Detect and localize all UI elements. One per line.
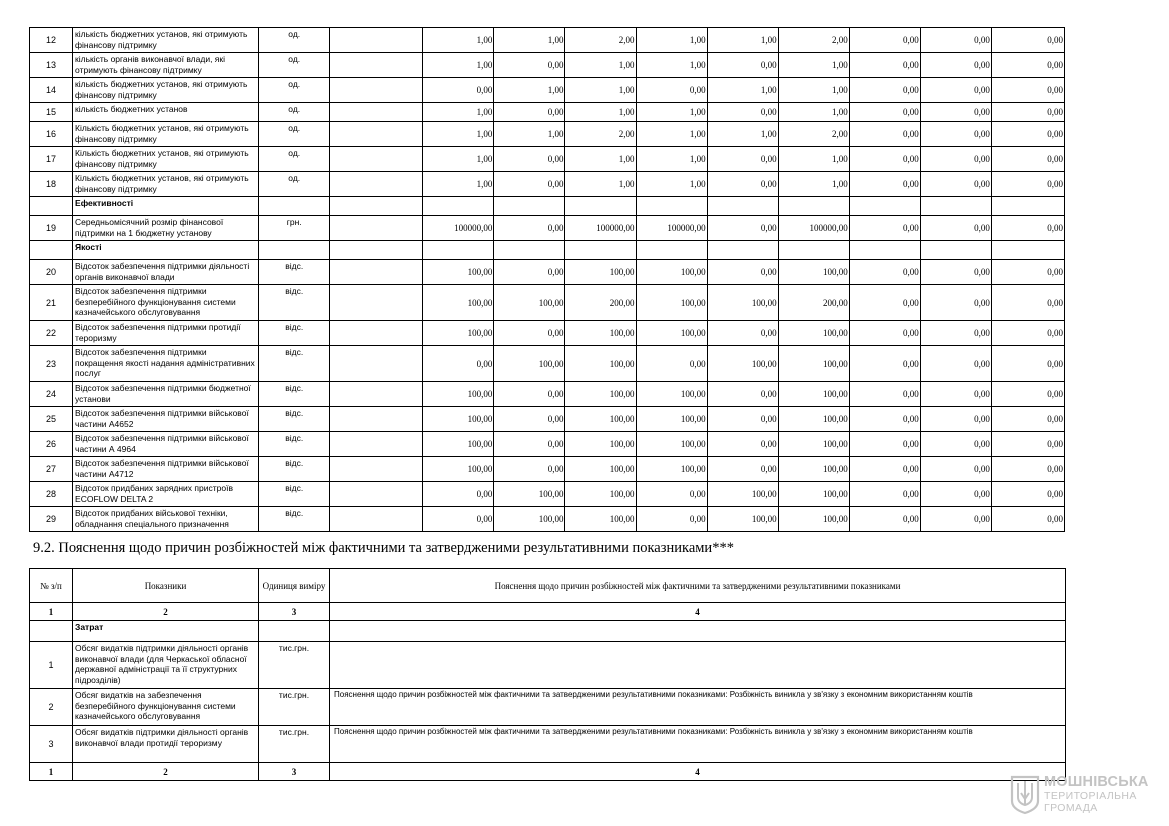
table-row: [30, 482, 1065, 507]
indicator-value: 1,00: [778, 147, 849, 172]
indicator-value: 0,00: [707, 382, 778, 407]
empty-cell: [330, 28, 423, 53]
indicator-value: 100000,00: [565, 216, 636, 241]
indicator-value: 100,00: [707, 285, 778, 321]
indicator-value: 100,00: [636, 260, 707, 285]
indicator-unit: відс.: [259, 432, 330, 457]
indicator-value: 0,00: [991, 172, 1064, 197]
indicator-unit: тис.грн.: [259, 726, 330, 763]
indicator-value: 100,00: [423, 285, 494, 321]
table-row: [30, 260, 1065, 285]
indicator-value: 0,00: [849, 507, 920, 532]
indicator-value: 100,00: [778, 432, 849, 457]
column-index: 1: [30, 603, 73, 621]
indicator-value: 100,00: [565, 457, 636, 482]
empty-cell: [330, 432, 423, 457]
indicator-value: 100,00: [636, 432, 707, 457]
indicator-name: Кількість бюджетних установ, які отримують фінансову підтримку: [73, 147, 259, 172]
indicator-value: 100,00: [778, 321, 849, 346]
row-number: 28: [30, 482, 73, 507]
indicator-name: Кількість бюджетних установ, які отримують фінансову підтримку: [73, 122, 259, 147]
indicator-value: 1,00: [565, 147, 636, 172]
indicator-value: 0,00: [849, 432, 920, 457]
indicator-name: кількість бюджетних установ, які отримують фінансову підтримку: [73, 28, 259, 53]
trident-emblem-icon: [1010, 775, 1040, 815]
indicator-value: 0,00: [920, 285, 991, 321]
indicator-value: 0,00: [991, 28, 1064, 53]
indicator-name: Відсоток забезпечення підтримки військової частини А4652: [73, 407, 259, 432]
indicator-value: 200,00: [778, 285, 849, 321]
indicator-value: 100,00: [778, 346, 849, 382]
indicator-value: 100,00: [565, 432, 636, 457]
indicator-value: 100,00: [494, 285, 565, 321]
header-explanation: Пояснення щодо причин розбіжностей між фактичними та затвердженими результативними показниками: [330, 569, 1066, 603]
indicator-unit: відс.: [259, 507, 330, 532]
indicator-value: 0,00: [423, 482, 494, 507]
indicator-value: 0,00: [494, 457, 565, 482]
indicator-name: Відсоток забезпечення підтримки безперебійного функціонування системи казначейського обслуговування: [73, 285, 259, 321]
indicator-value: 0,00: [991, 285, 1064, 321]
table-row: [30, 382, 1065, 407]
explanations-table: [29, 568, 1066, 781]
indicator-value: 1,00: [707, 28, 778, 53]
row-number: 13: [30, 53, 73, 78]
indicator-name: Обсяг видатків на забезпечення безперебійного функціонування системи казначейського обслуговування: [73, 689, 259, 726]
table-row: [30, 507, 1065, 532]
section-costs-label: Затрат: [73, 621, 259, 642]
indicator-name: Відсоток забезпечення підтримки протидії тероризму: [73, 321, 259, 346]
indicator-value: 100,00: [423, 321, 494, 346]
row-number: 29: [30, 507, 73, 532]
indicator-value: 0,00: [991, 407, 1064, 432]
table-row: [30, 78, 1065, 103]
table-row: [30, 726, 1066, 763]
indicator-value: 1,00: [494, 78, 565, 103]
indicator-unit: од.: [259, 172, 330, 197]
row-number: 24: [30, 382, 73, 407]
indicator-value: 100,00: [707, 482, 778, 507]
indicator-value: 1,00: [707, 122, 778, 147]
indicator-value: 100,00: [636, 382, 707, 407]
indicator-value: 0,00: [920, 78, 991, 103]
empty-cell: [330, 147, 423, 172]
indicator-unit: відс.: [259, 457, 330, 482]
indicator-unit: відс.: [259, 321, 330, 346]
indicator-value: 0,00: [494, 432, 565, 457]
row-number: 21: [30, 285, 73, 321]
indicator-value: 1,00: [707, 78, 778, 103]
indicator-value: 0,00: [423, 78, 494, 103]
indicator-unit: од.: [259, 122, 330, 147]
indicator-value: 0,00: [494, 407, 565, 432]
empty-cell: [330, 407, 423, 432]
indicator-value: 1,00: [636, 28, 707, 53]
indicator-value: 1,00: [423, 147, 494, 172]
indicator-value: 1,00: [778, 103, 849, 122]
indicator-value: 0,00: [494, 147, 565, 172]
table-row: [30, 285, 1065, 321]
empty-cell: [330, 122, 423, 147]
indicator-value: 0,00: [423, 346, 494, 382]
indicator-unit: од.: [259, 103, 330, 122]
explanation-text: [330, 642, 1066, 689]
indicator-value: 0,00: [849, 321, 920, 346]
row-number: 27: [30, 457, 73, 482]
performance-indicators-table: [29, 27, 1065, 532]
column-index-row: [30, 603, 1066, 621]
table-row: [30, 103, 1065, 122]
row-number: 25: [30, 407, 73, 432]
indicator-value: 0,00: [707, 216, 778, 241]
indicator-value: 1,00: [636, 172, 707, 197]
indicator-value: 1,00: [778, 53, 849, 78]
indicator-value: 100,00: [636, 321, 707, 346]
indicator-value: 1,00: [636, 53, 707, 78]
indicator-name: Відсоток забезпечення підтримки військової частини А4712: [73, 457, 259, 482]
indicator-value: 0,00: [636, 346, 707, 382]
indicator-value: 0,00: [991, 122, 1064, 147]
indicator-value: 0,00: [920, 507, 991, 532]
section-row: [30, 197, 1065, 216]
row-number: 14: [30, 78, 73, 103]
header-row: [30, 569, 1066, 603]
section-quality-label: Якості: [73, 241, 259, 260]
indicator-unit: відс.: [259, 482, 330, 507]
indicator-value: 100,00: [778, 382, 849, 407]
indicator-value: 2,00: [778, 28, 849, 53]
indicator-name: кількість бюджетних установ, які отримують фінансову підтримку: [73, 78, 259, 103]
indicator-value: 0,00: [991, 457, 1064, 482]
indicator-value: 100,00: [778, 260, 849, 285]
indicator-value: 1,00: [565, 172, 636, 197]
indicator-value: 1,00: [494, 28, 565, 53]
indicator-value: 0,00: [849, 147, 920, 172]
indicator-value: 0,00: [991, 382, 1064, 407]
indicator-value: 0,00: [920, 432, 991, 457]
column-index: 4: [330, 763, 1066, 781]
indicator-value: 1,00: [423, 122, 494, 147]
indicator-value: 0,00: [494, 260, 565, 285]
row-number: 2: [30, 689, 73, 726]
indicator-value: 0,00: [920, 122, 991, 147]
indicator-unit: тис.грн.: [259, 689, 330, 726]
indicator-value: 1,00: [636, 103, 707, 122]
indicator-value: 0,00: [920, 482, 991, 507]
row-number: 26: [30, 432, 73, 457]
section-row: [30, 621, 1066, 642]
row-number: 16: [30, 122, 73, 147]
column-index: 1: [30, 763, 73, 781]
logo-line-1: МОШНІВСЬКА: [1044, 774, 1149, 790]
logo-line-2: ТЕРИТОРІАЛЬНА: [1044, 790, 1137, 802]
indicators-table-body: [30, 28, 1065, 532]
indicator-value: 0,00: [849, 407, 920, 432]
header-indicators: Показники: [73, 569, 259, 603]
indicator-value: 100,00: [565, 507, 636, 532]
indicator-value: 2,00: [778, 122, 849, 147]
indicator-value: 0,00: [849, 482, 920, 507]
column-index: 4: [330, 603, 1066, 621]
indicator-name: Відсоток придбаних зарядних пристроїв ECOFLOW DELTA 2: [73, 482, 259, 507]
indicator-value: 0,00: [991, 78, 1064, 103]
empty-cell: [330, 482, 423, 507]
indicator-value: 100,00: [565, 382, 636, 407]
explanation-text: Пояснення щодо причин розбіжностей між фактичними та затвердженими результативними показниками: Розбіжність виникла у зв'язку з економним використанням коштів: [330, 689, 1066, 726]
indicator-value: 100,00: [494, 346, 565, 382]
indicator-value: 0,00: [707, 103, 778, 122]
indicator-unit: од.: [259, 53, 330, 78]
indicator-value: 100000,00: [636, 216, 707, 241]
section-row: [30, 241, 1065, 260]
indicator-value: 0,00: [991, 507, 1064, 532]
indicator-value: 100,00: [778, 457, 849, 482]
indicator-value: 1,00: [565, 103, 636, 122]
indicator-value: 1,00: [565, 53, 636, 78]
table-row: [30, 147, 1065, 172]
indicator-name: Відсоток придбаних військової техніки, обладнання спеціального призначення: [73, 507, 259, 532]
indicator-value: 100,00: [423, 260, 494, 285]
indicator-value: 0,00: [920, 53, 991, 78]
indicator-value: 0,00: [849, 260, 920, 285]
indicator-value: 100,00: [494, 507, 565, 532]
indicator-value: 0,00: [991, 147, 1064, 172]
community-logo: [1010, 772, 1160, 818]
empty-cell: [330, 216, 423, 241]
indicator-value: 0,00: [991, 103, 1064, 122]
table-row: [30, 457, 1065, 482]
indicator-value: 1,00: [423, 172, 494, 197]
indicator-value: 100,00: [778, 407, 849, 432]
indicator-value: 0,00: [494, 321, 565, 346]
row-number: 15: [30, 103, 73, 122]
indicator-value: 100000,00: [423, 216, 494, 241]
indicator-unit: грн.: [259, 216, 330, 241]
empty-cell: [330, 103, 423, 122]
indicator-unit: відс.: [259, 382, 330, 407]
indicator-value: 0,00: [920, 321, 991, 346]
indicator-value: 1,00: [565, 78, 636, 103]
indicator-value: 0,00: [707, 260, 778, 285]
indicator-value: 0,00: [707, 432, 778, 457]
column-index: 2: [73, 603, 259, 621]
indicator-unit: од.: [259, 147, 330, 172]
indicator-value: 0,00: [920, 103, 991, 122]
indicator-value: 0,00: [920, 382, 991, 407]
row-number: 18: [30, 172, 73, 197]
indicator-value: 0,00: [494, 216, 565, 241]
table-row: [30, 122, 1065, 147]
indicator-unit: од.: [259, 28, 330, 53]
indicator-value: 0,00: [707, 53, 778, 78]
indicator-name: Обсяг видатків підтримки діяльності органів виконавчої влади протидії тероризму: [73, 726, 259, 763]
indicator-value: 0,00: [707, 147, 778, 172]
indicator-value: 0,00: [494, 53, 565, 78]
indicator-value: 100,00: [565, 407, 636, 432]
empty-cell: [330, 346, 423, 382]
indicator-value: 200,00: [565, 285, 636, 321]
indicator-name: Обсяг видатків підтримки діяльності органів виконавчої влади (для Черкаської обласної державної адміністрації та її структурних підрозділів): [73, 642, 259, 689]
empty-cell: [330, 78, 423, 103]
row-number: 1: [30, 642, 73, 689]
indicator-value: 1,00: [636, 147, 707, 172]
table-row: [30, 28, 1065, 53]
indicator-value: 0,00: [849, 457, 920, 482]
table-row: [30, 689, 1066, 726]
indicator-value: 0,00: [707, 321, 778, 346]
indicator-name: Середньомісячний розмір фінансової підтримки на 1 бюджетну установу: [73, 216, 259, 241]
indicator-unit: відс.: [259, 260, 330, 285]
column-index: 2: [73, 763, 259, 781]
indicator-unit: відс.: [259, 285, 330, 321]
indicator-name: кількість органів виконавчої влади, які отримують фінансову підтримку: [73, 53, 259, 78]
header-num: № з/п: [30, 569, 73, 603]
indicator-value: 0,00: [849, 122, 920, 147]
indicator-value: 0,00: [920, 346, 991, 382]
empty-cell: [330, 457, 423, 482]
indicator-value: 0,00: [849, 103, 920, 122]
column-index-row: [30, 763, 1066, 781]
indicator-value: 0,00: [920, 28, 991, 53]
indicator-value: 0,00: [494, 172, 565, 197]
indicator-value: 100,00: [423, 432, 494, 457]
indicator-value: 0,00: [991, 432, 1064, 457]
indicator-value: 0,00: [991, 53, 1064, 78]
indicator-value: 0,00: [707, 172, 778, 197]
indicator-value: 0,00: [849, 53, 920, 78]
indicator-name: Кількість бюджетних установ, які отримують фінансову підтримку: [73, 172, 259, 197]
indicator-unit: тис.грн.: [259, 642, 330, 689]
column-index: 3: [259, 763, 330, 781]
indicator-value: 100,00: [707, 346, 778, 382]
row-number: 17: [30, 147, 73, 172]
row-number: 23: [30, 346, 73, 382]
table-row: [30, 432, 1065, 457]
indicator-value: 0,00: [920, 147, 991, 172]
table-row: [30, 407, 1065, 432]
indicator-value: 0,00: [991, 346, 1064, 382]
indicator-value: 0,00: [636, 78, 707, 103]
logo-line-3: ГРОМАДА: [1044, 802, 1098, 814]
indicator-value: 0,00: [991, 321, 1064, 346]
empty-cell: [330, 321, 423, 346]
indicator-unit: відс.: [259, 346, 330, 382]
indicator-value: 0,00: [849, 216, 920, 241]
indicator-name: Відсоток забезпечення підтримки покращення якості надання адміністративних послуг: [73, 346, 259, 382]
table-row: [30, 172, 1065, 197]
indicator-value: 0,00: [849, 28, 920, 53]
indicator-value: 0,00: [636, 507, 707, 532]
indicator-value: 0,00: [920, 260, 991, 285]
indicator-value: 0,00: [636, 482, 707, 507]
indicator-name: кількість бюджетних установ: [73, 103, 259, 122]
indicator-value: 0,00: [849, 172, 920, 197]
explanation-text: Пояснення щодо причин розбіжностей між фактичними та затвердженими результативними показниками: Розбіжність виникла у зв'язку з економним використанням коштів: [330, 726, 1066, 763]
indicator-value: 1,00: [423, 53, 494, 78]
indicator-value: 0,00: [849, 346, 920, 382]
table-row: [30, 321, 1065, 346]
indicator-value: 100,00: [778, 507, 849, 532]
indicator-value: 0,00: [920, 216, 991, 241]
empty-cell: [330, 172, 423, 197]
indicator-value: 1,00: [778, 78, 849, 103]
indicator-value: 100,00: [636, 285, 707, 321]
indicator-value: 1,00: [778, 172, 849, 197]
indicator-value: 100000,00: [778, 216, 849, 241]
header-unit: Одиниця виміру: [259, 569, 330, 603]
indicator-value: 100,00: [565, 260, 636, 285]
row-number: 20: [30, 260, 73, 285]
indicator-value: 0,00: [920, 457, 991, 482]
section-heading: 9.2. Пояснення щодо причин розбіжностей між фактичними та затвердженими результативними показниками***: [33, 540, 734, 556]
indicator-value: 0,00: [991, 216, 1064, 241]
empty-cell: [330, 285, 423, 321]
indicator-value: 100,00: [565, 346, 636, 382]
indicator-value: 1,00: [494, 122, 565, 147]
indicator-value: 0,00: [707, 457, 778, 482]
empty-cell: [330, 382, 423, 407]
indicator-value: 100,00: [636, 407, 707, 432]
indicator-value: 100,00: [423, 382, 494, 407]
indicator-value: 0,00: [991, 260, 1064, 285]
indicator-value: 100,00: [494, 482, 565, 507]
indicator-value: 0,00: [494, 103, 565, 122]
table-row: [30, 642, 1066, 689]
section-efficiency-label: Ефективності: [73, 197, 259, 216]
indicator-unit: од.: [259, 78, 330, 103]
indicator-value: 1,00: [423, 103, 494, 122]
column-index: 3: [259, 603, 330, 621]
indicator-unit: відс.: [259, 407, 330, 432]
indicator-name: Відсоток забезпечення підтримки військової частини А 4964: [73, 432, 259, 457]
indicator-name: Відсоток забезпечення підтримки бюджетної установи: [73, 382, 259, 407]
indicator-value: 100,00: [778, 482, 849, 507]
empty-cell: [330, 260, 423, 285]
indicator-value: 0,00: [920, 172, 991, 197]
indicator-value: 100,00: [423, 407, 494, 432]
row-number: 12: [30, 28, 73, 53]
indicator-value: 1,00: [423, 28, 494, 53]
table-row: [30, 53, 1065, 78]
indicator-value: 100,00: [423, 457, 494, 482]
indicator-value: 100,00: [565, 482, 636, 507]
table-row: [30, 346, 1065, 382]
indicator-value: 100,00: [565, 321, 636, 346]
indicator-value: 0,00: [991, 482, 1064, 507]
indicator-value: 1,00: [636, 122, 707, 147]
indicator-value: 0,00: [849, 78, 920, 103]
indicator-value: 0,00: [849, 285, 920, 321]
row-number: 19: [30, 216, 73, 241]
indicator-value: 100,00: [636, 457, 707, 482]
indicator-value: 100,00: [707, 507, 778, 532]
indicator-value: 0,00: [423, 507, 494, 532]
table-row: [30, 216, 1065, 241]
indicator-value: 2,00: [565, 28, 636, 53]
row-number: 22: [30, 321, 73, 346]
indicator-value: 2,00: [565, 122, 636, 147]
empty-cell: [330, 507, 423, 532]
empty-cell: [330, 53, 423, 78]
indicator-value: 0,00: [920, 407, 991, 432]
indicator-value: 0,00: [494, 382, 565, 407]
row-number: 3: [30, 726, 73, 763]
indicator-name: Відсоток забезпечення підтримки діяльності органів виконавчої влади: [73, 260, 259, 285]
indicator-value: 0,00: [707, 407, 778, 432]
indicator-value: 0,00: [849, 382, 920, 407]
